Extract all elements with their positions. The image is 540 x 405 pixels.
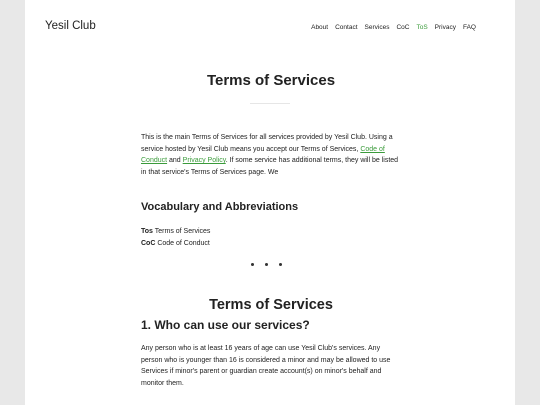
vocab-item	[141, 226, 210, 238]
nav-tos[interactable]: ToS	[416, 24, 428, 31]
title-separator	[250, 103, 290, 104]
dot	[279, 263, 282, 266]
vocab-definition: Code of Conduct	[157, 239, 210, 247]
vocab-item	[141, 238, 210, 250]
site-title-link[interactable]: Yesil Club	[45, 20, 96, 32]
vocab-heading: Vocabulary and Abbreviations	[141, 201, 299, 213]
page-title: Terms of Services	[206, 72, 336, 89]
intro-text-1: This is the main Terms of Services for all services provided by Yesil Club. Using a service hosted by Yesil Club means you accept our Terms of Services,	[141, 134, 393, 153]
code-of-conduct-link[interactable]: Code of Conduct	[141, 145, 385, 165]
intro-paragraph	[141, 132, 401, 178]
nav-privacy[interactable]: Privacy	[434, 24, 456, 31]
intro-text-2: and	[167, 157, 183, 165]
dot	[265, 263, 268, 266]
section-title: Terms of Services	[209, 297, 333, 313]
vocab-term: Tos	[141, 228, 153, 235]
page	[25, 0, 515, 405]
vocab-list	[141, 226, 210, 250]
main-nav	[311, 24, 476, 31]
nav-faq[interactable]: FAQ	[462, 24, 476, 31]
subsection-paragraph: Any person who is at least 16 years of age can use Yesil Club's services. Any person who is younger than 16 is considered a minor and may be allowed to use Services if minor's parent or guardian create account(s) on minor's behalf and monitor them.	[141, 345, 391, 387]
dot	[251, 263, 254, 266]
section-divider-dots	[251, 263, 282, 266]
intro-text-3: . If some service has additional terms, they will be listed in that service's Terms of Services page. We	[141, 157, 399, 176]
vocab-term: CoC	[141, 239, 156, 247]
nav-about[interactable]: About	[311, 24, 329, 31]
nav-services[interactable]: Services	[364, 24, 390, 31]
subsection-title: 1. Who can use our services?	[141, 318, 310, 332]
nav-contact[interactable]: Contact	[335, 24, 358, 31]
nav-coc[interactable]: CoC	[396, 24, 410, 31]
privacy-policy-link[interactable]: Privacy Policy	[182, 157, 226, 165]
vocab-definition: Terms of Services	[154, 228, 211, 235]
